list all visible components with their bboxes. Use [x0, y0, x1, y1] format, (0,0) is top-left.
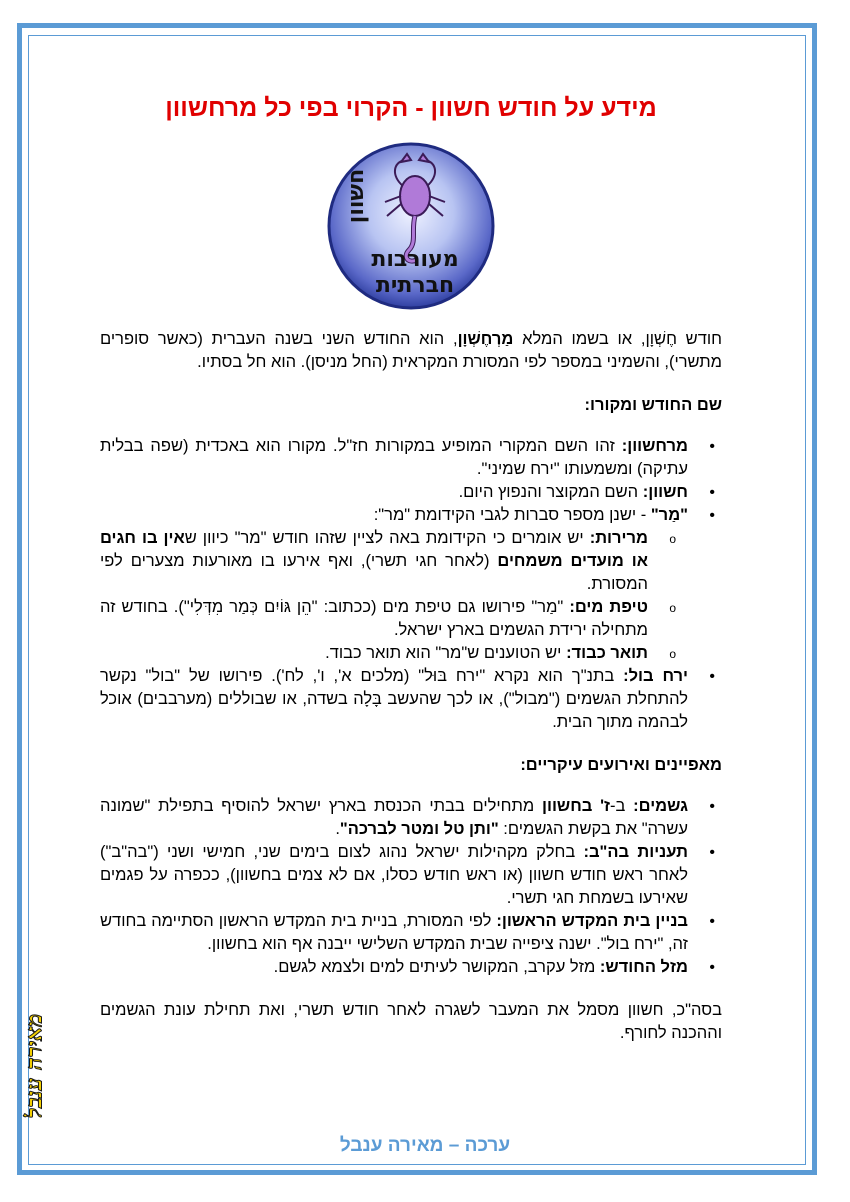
list-item: • "מַר" - ישנן מספר סברות לגבי הקידומת "מר": o מרירות: יש אומרים כי הקידומת באה לציין שזהו חודש "מר" כיוון שאין בו חגים או מועדים משמחים (לאחר חגי תשרי), ואף אירעו בו מאורעות מצערים לפי המסורת. o טיפת מים: "מַר" פירושו גם טיפת מים (ככתוב: "הֵן גּוֹיִם כְּמַר מִדְּלִי"). בחודש זה מתחילה ירידת הגשמים בארץ ישראל. o תואר כבוד: יש הטוענים ש"מר" הוא תואר כבוד.	[100, 504, 688, 665]
signature-text: מאירה ענבל	[21, 1013, 47, 1119]
sub-list-item: o תואר כבוד: יש הטוענים ש"מר" הוא תואר כבוד.	[100, 642, 648, 665]
list-item: • גשמים: ב-ז' בחשוון מתחילים בבתי הכנסת בארץ ישראל להוסיף בתפילת "שמונה עשרה" את בקשת הגשמים: "ותן טל ומטר לברכה".	[100, 795, 688, 841]
section-heading-features: מאפיינים ואירועים עיקריים:	[520, 756, 722, 774]
footer-credit: ערכה – מאירה ענבל	[339, 1135, 511, 1156]
page-title: מידע על חודש חשוון - הקרוי בפי כל מרחשוון	[165, 94, 657, 122]
logo-line-1: מעורבות	[371, 247, 459, 272]
mar-theories-list	[100, 527, 688, 665]
sub-list-item: o טיפת מים: "מַר" פירושו גם טיפת מים (ככתוב: "הֵן גּוֹיִם כְּמַר מִדְּלִי"). בחודש זה מתחילה ירידת הגשמים בארץ ישראל.	[100, 596, 648, 642]
document-content	[100, 90, 722, 1045]
logo-month-label: חשוון	[344, 168, 369, 224]
list-item: • חשוון: השם המקוצר והנפוץ היום.	[100, 481, 688, 504]
list-item: • מרחשוון: זהו השם המקורי המופיע במקורות חז"ל. מקורו הוא באכדית (שפה בבלית עתיקה) ומשמעותו "ירח שמיני".	[100, 435, 688, 481]
section-heading-name-origin: שם החודש ומקורו:	[584, 396, 722, 414]
conclusion-paragraph: בסה"כ, חשוון מסמל את המעבר לשגרה לאחר חודש תשרי, ואת תחילת עונת הגשמים וההכנה לחורף.	[100, 1001, 722, 1042]
sub-list-item: o מרירות: יש אומרים כי הקידומת באה לציין שזהו חודש "מר" כיוון שאין בו חגים או מועדים משמחים (לאחר חגי תשרי), ואף אירעו בו מאורעות מצערים לפי המסורת.	[100, 527, 648, 596]
name-origin-list	[100, 435, 722, 734]
social-involvement-logo	[323, 138, 499, 314]
intro-paragraph: חודש חֶשְׁוָן, או בשמו המלא מַרְחֶשְׁוָן, הוא החודש השני בשנה העברית (כאשר סופרים מתשרי), והשמיני במספר לפי המסורת המקראית (החל מניסן). הוא חל בסתיו.	[100, 330, 723, 371]
list-item: • בניין בית המקדש הראשון: לפי המסורת, בניית בית המקדש הראשון הסתיימה בחודש זה, "ירח בול". ישנה ציפייה שבית המקדש השלישי ייבנה אף הוא בחשוון.	[100, 910, 688, 956]
features-list	[100, 795, 722, 979]
logo-line-2: חברתית	[375, 273, 455, 298]
logo	[100, 138, 722, 314]
list-item: • מזל החודש: מזל עקרב, המקושר לעיתים למים ולצמא לגשם.	[100, 956, 688, 979]
list-item: • ירח בול: בתנ"ך הוא נקרא "ירח בּוּל" (מלכים א', ו', לח'). פירושו של "בול" נקשר להתחלת הגשמים ("מבול"), או לכך שהעשב בָּלָה בשדה, או שבוללים (מערבבים) אוכל לבהמה מתוך הבית.	[100, 665, 688, 734]
author-signature	[14, 950, 54, 1182]
list-item: • תעניות בה"ב: בחלק מקהילות ישראל נהוג לצום בימים שני, חמישי ושני ("בה"ב") לאחר ראש חודש חשוון (או ראש חודש כסלו, אם לא צמים בחשוון), ככפרה על פגמים שאירעו בשמחת חגי תשרי.	[100, 841, 688, 910]
